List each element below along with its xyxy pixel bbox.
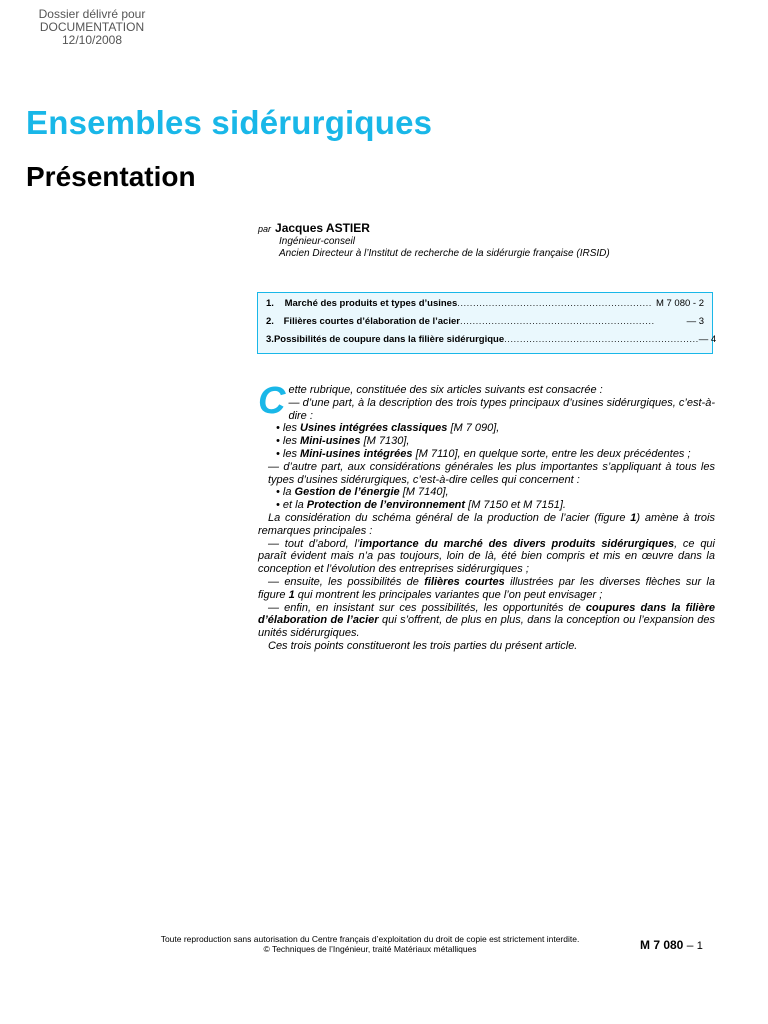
- article-body: [258, 380, 716, 653]
- toc-leader: ..............................................................: [457, 298, 652, 309]
- toc-label: Filières courtes d’élaboration de l’acier: [283, 316, 460, 327]
- document-subtitle: Présentation: [26, 161, 196, 192]
- author-former-role: Ancien Directeur à l’Institut de recherche de la sidérurgie française (IRSID): [279, 248, 610, 259]
- toc-entry-2[interactable]: [266, 316, 704, 334]
- document-title: Ensembles sidérurgiques: [26, 104, 433, 141]
- intro-text: ette rubrique, constituée des six articles suivants est consacrée :: [288, 384, 603, 396]
- bullet-2-emphasis: Mini-usines: [300, 435, 361, 448]
- toc-leader: ..............................................................: [459, 316, 655, 327]
- figure-ref: 1: [630, 511, 637, 524]
- paragraph-4: — tout d’abord, l’importance du marché des divers produits sidérurgiques, ce qui paraît évident mais n’a pas toujours, loin de là, été bien compris et mis en œuvre dans la conception et l’évolution des entreprises sidérurgiques ;: [258, 537, 715, 576]
- toc-page: — 3: [686, 316, 704, 327]
- bullet-4-emphasis: Gestion de l’énergie: [294, 486, 400, 499]
- table-of-contents: [257, 292, 717, 354]
- paragraph-5-emphasis: filières courtes: [424, 575, 505, 588]
- toc-leader: ..............................................................: [504, 334, 699, 345]
- paragraph-7: Ces trois points constitueront les trois parties du présent article.: [268, 639, 578, 652]
- page-number: 1: [696, 940, 703, 952]
- paragraph-6: — enfin, en insistant sur ces possibilités, les opportunités de coupures dans la filière d’élaboration de l’acier qui s’offrent, de plus en plus, dans la conception ou l’expansion des unités sidérurgiques.: [258, 601, 716, 640]
- document-reference: [640, 938, 703, 952]
- stamp-line-1: Dossier délivré pour: [38, 7, 146, 21]
- author-by: par: [258, 224, 272, 234]
- paragraph-4-emphasis: importance du marché des divers produits sidérurgiques: [359, 537, 675, 550]
- bullet-3: • les Mini-usines intégrées [M 7110], en quelque sorte, entre les deux précédentes ;: [276, 447, 691, 460]
- stamp-line-3: 12/10/2008: [61, 33, 123, 47]
- footer-line-1: Toute reproduction sans autorisation du Centre français d’exploitation du droit de copie est strictement interdite.: [160, 934, 580, 944]
- figure-ref: 1: [288, 588, 295, 601]
- paragraph-1: — d’une part, à la description des trois types principaux d’usines sidérurgiques, c’est-à-dire :: [288, 396, 715, 422]
- toc-page: — 4: [698, 334, 717, 345]
- reference-code: M 7 080: [640, 938, 684, 952]
- author-name: Jacques ASTIER: [275, 221, 370, 235]
- bullet-5-emphasis: Protection de l’environnement: [306, 499, 466, 512]
- footer-line-2: © Techniques de l’Ingénieur, traité Matériaux métalliques: [263, 943, 477, 954]
- delivery-stamp: [22, 8, 162, 47]
- bullet-4: • la Gestion de l’énergie [M 7140],: [276, 486, 449, 499]
- toc-label: Possibilités de coupure dans la filière sidérurgique: [273, 334, 505, 345]
- toc-entry-3[interactable]: [266, 334, 717, 352]
- reference-separator: –: [683, 938, 697, 952]
- copyright-footer: [100, 935, 640, 954]
- toc-number: 2.: [266, 316, 274, 327]
- toc-entry-1[interactable]: [266, 298, 704, 316]
- bullet-3-emphasis: Mini-usines intégrées: [300, 447, 413, 460]
- paragraph-2: — d’autre part, aux considérations générales les plus importantes s’appliquant à tous les types d’usines sidérurgiques, c’est-à-dire celles qui concernent :: [268, 460, 715, 486]
- paragraph-6-emphasis: coupures dans la filière d’élaboration de l’acier: [258, 601, 716, 627]
- drop-cap: C: [258, 380, 286, 422]
- bullet-5: • et la Protection de l’environnement [M 7150 et M 7151].: [276, 499, 566, 512]
- paragraph-5: — ensuite, les possibilités de filières courtes illustrées par les diverses flèches sur la figure 1 qui montrent les principales variantes que l’on peut envisager ;: [258, 575, 715, 601]
- toc-number: 1.: [266, 298, 274, 309]
- paragraph-3: La considération du schéma général de la production de l’acier (figure 1) amène à trois remarques principales :: [258, 511, 715, 537]
- bullet-2: • les Mini-usines [M 7130],: [276, 435, 410, 448]
- stamp-line-2: DOCUMENTATION: [39, 20, 145, 34]
- author-block: [258, 222, 738, 260]
- toc-label: Marché des produits et types d’usines: [284, 298, 458, 309]
- author-role: Ingénieur-conseil: [279, 236, 355, 247]
- bullet-1-emphasis: Usines intégrées classiques: [300, 422, 448, 435]
- bullet-1: • les Usines intégrées classiques [M 7 090],: [276, 422, 500, 435]
- toc-page: M 7 080 - 2: [655, 298, 704, 309]
- toc-number: 3.: [266, 334, 274, 345]
